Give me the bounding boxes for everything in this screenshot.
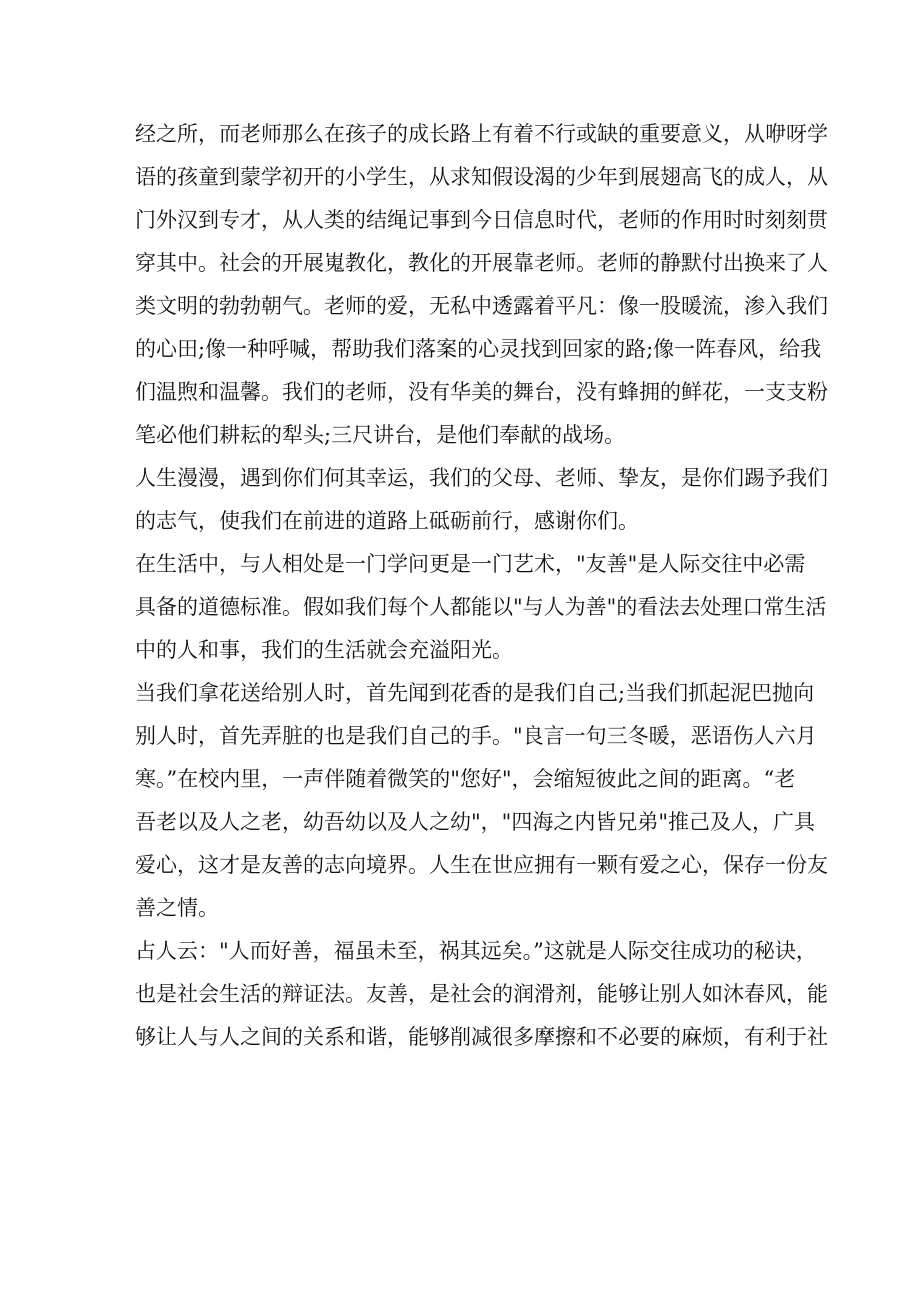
text-line: 人生漫漫，遇到你们何其幸运，我们的父母、老师、挚友，是你们踢予我们 bbox=[135, 466, 828, 490]
text-line: 当我们拿花送给别人时，首先闻到花香的是我们自己;当我们抓起泥巴抛向 bbox=[135, 681, 815, 705]
text-line: 语的孩童到蒙学初开的小学生，从求知假设渴的少年到展翅高飞的成人，从 bbox=[135, 165, 828, 189]
text-line: 类文明的勃勃朝气。老师的爱，无私中透露着平凡：像一股暖流，渗入我们 bbox=[135, 294, 828, 318]
text-line: 具备的道德标准。假如我们每个人都能以"与人为善"的看法去处理口常生活 bbox=[135, 595, 827, 619]
text-line: 在生活中，与人相处是一门学问更是一门艺术，"友善"是人际交往中必需 bbox=[135, 552, 806, 576]
text-line: 爱心，这才是友善的志向境界。人生在世应拥有一颗有爱之心，保存一份友 bbox=[135, 853, 828, 877]
text-line: 们温煦和温馨。我们的老师，没有华美的舞台，没有蜂拥的鲜花，一支支粉 bbox=[135, 380, 828, 404]
text-line: 笔必他们耕耘的犁头;三尺讲台，是他们奉献的战场。 bbox=[135, 423, 626, 447]
text-line: 经之所，而老师那么在孩子的成长路上有着不行或缺的重要意义，从咿呀学 bbox=[135, 122, 828, 146]
paragraph bbox=[135, 457, 828, 543]
text-line: 占人云："人而好善，福虽未至，祸其远矣。”这就是人际交往成功的秘诀， bbox=[135, 939, 817, 963]
paragraph bbox=[135, 113, 828, 457]
paragraph bbox=[135, 543, 827, 672]
text-line: 也是社会生活的辩证法。友善，是社会的润滑剂，能够让别人如沐春风，能 bbox=[135, 982, 828, 1006]
text-line: 善之情。 bbox=[135, 896, 219, 920]
text-line: 的心田;像一种呼喊，帮助我们落案的心灵找到回家的路;像一阵春风，给我 bbox=[135, 337, 822, 361]
text-line: 吾老以及人之老，幼吾幼以及人之幼"，"四海之内皆兄弟"推己及人，广具 bbox=[135, 810, 815, 834]
text-line: 门外汉到专才，从人类的结绳记事到今日信息时代，老师的作用时时刻刻贯 bbox=[135, 208, 828, 232]
text-line: 中的人和事，我们的生活就会充溢阳光。 bbox=[135, 638, 513, 662]
text-line: 的志气，使我们在前进的道路上砥砺前行，感谢你们。 bbox=[135, 509, 639, 533]
text-line: 别人时，首先弄脏的也是我们自己的手。"良言一句三冬暖，恶语伤人六月 bbox=[135, 724, 817, 748]
paragraph bbox=[135, 672, 828, 930]
text-line: 寒。”在校内里，一声伴随着微笑的"您好"，会缩短彼此之间的距离。“老 bbox=[135, 767, 796, 791]
text-line: 穿其中。社会的开展嵬教化，教化的开展靠老师。老师的静默付出换来了人 bbox=[135, 251, 828, 275]
document-body bbox=[135, 113, 828, 1059]
paragraph bbox=[135, 930, 828, 1059]
text-line: 够让人与人之间的关系和谐，能够削减很多摩擦和不必要的麻烦，有利于社 bbox=[135, 1025, 828, 1049]
